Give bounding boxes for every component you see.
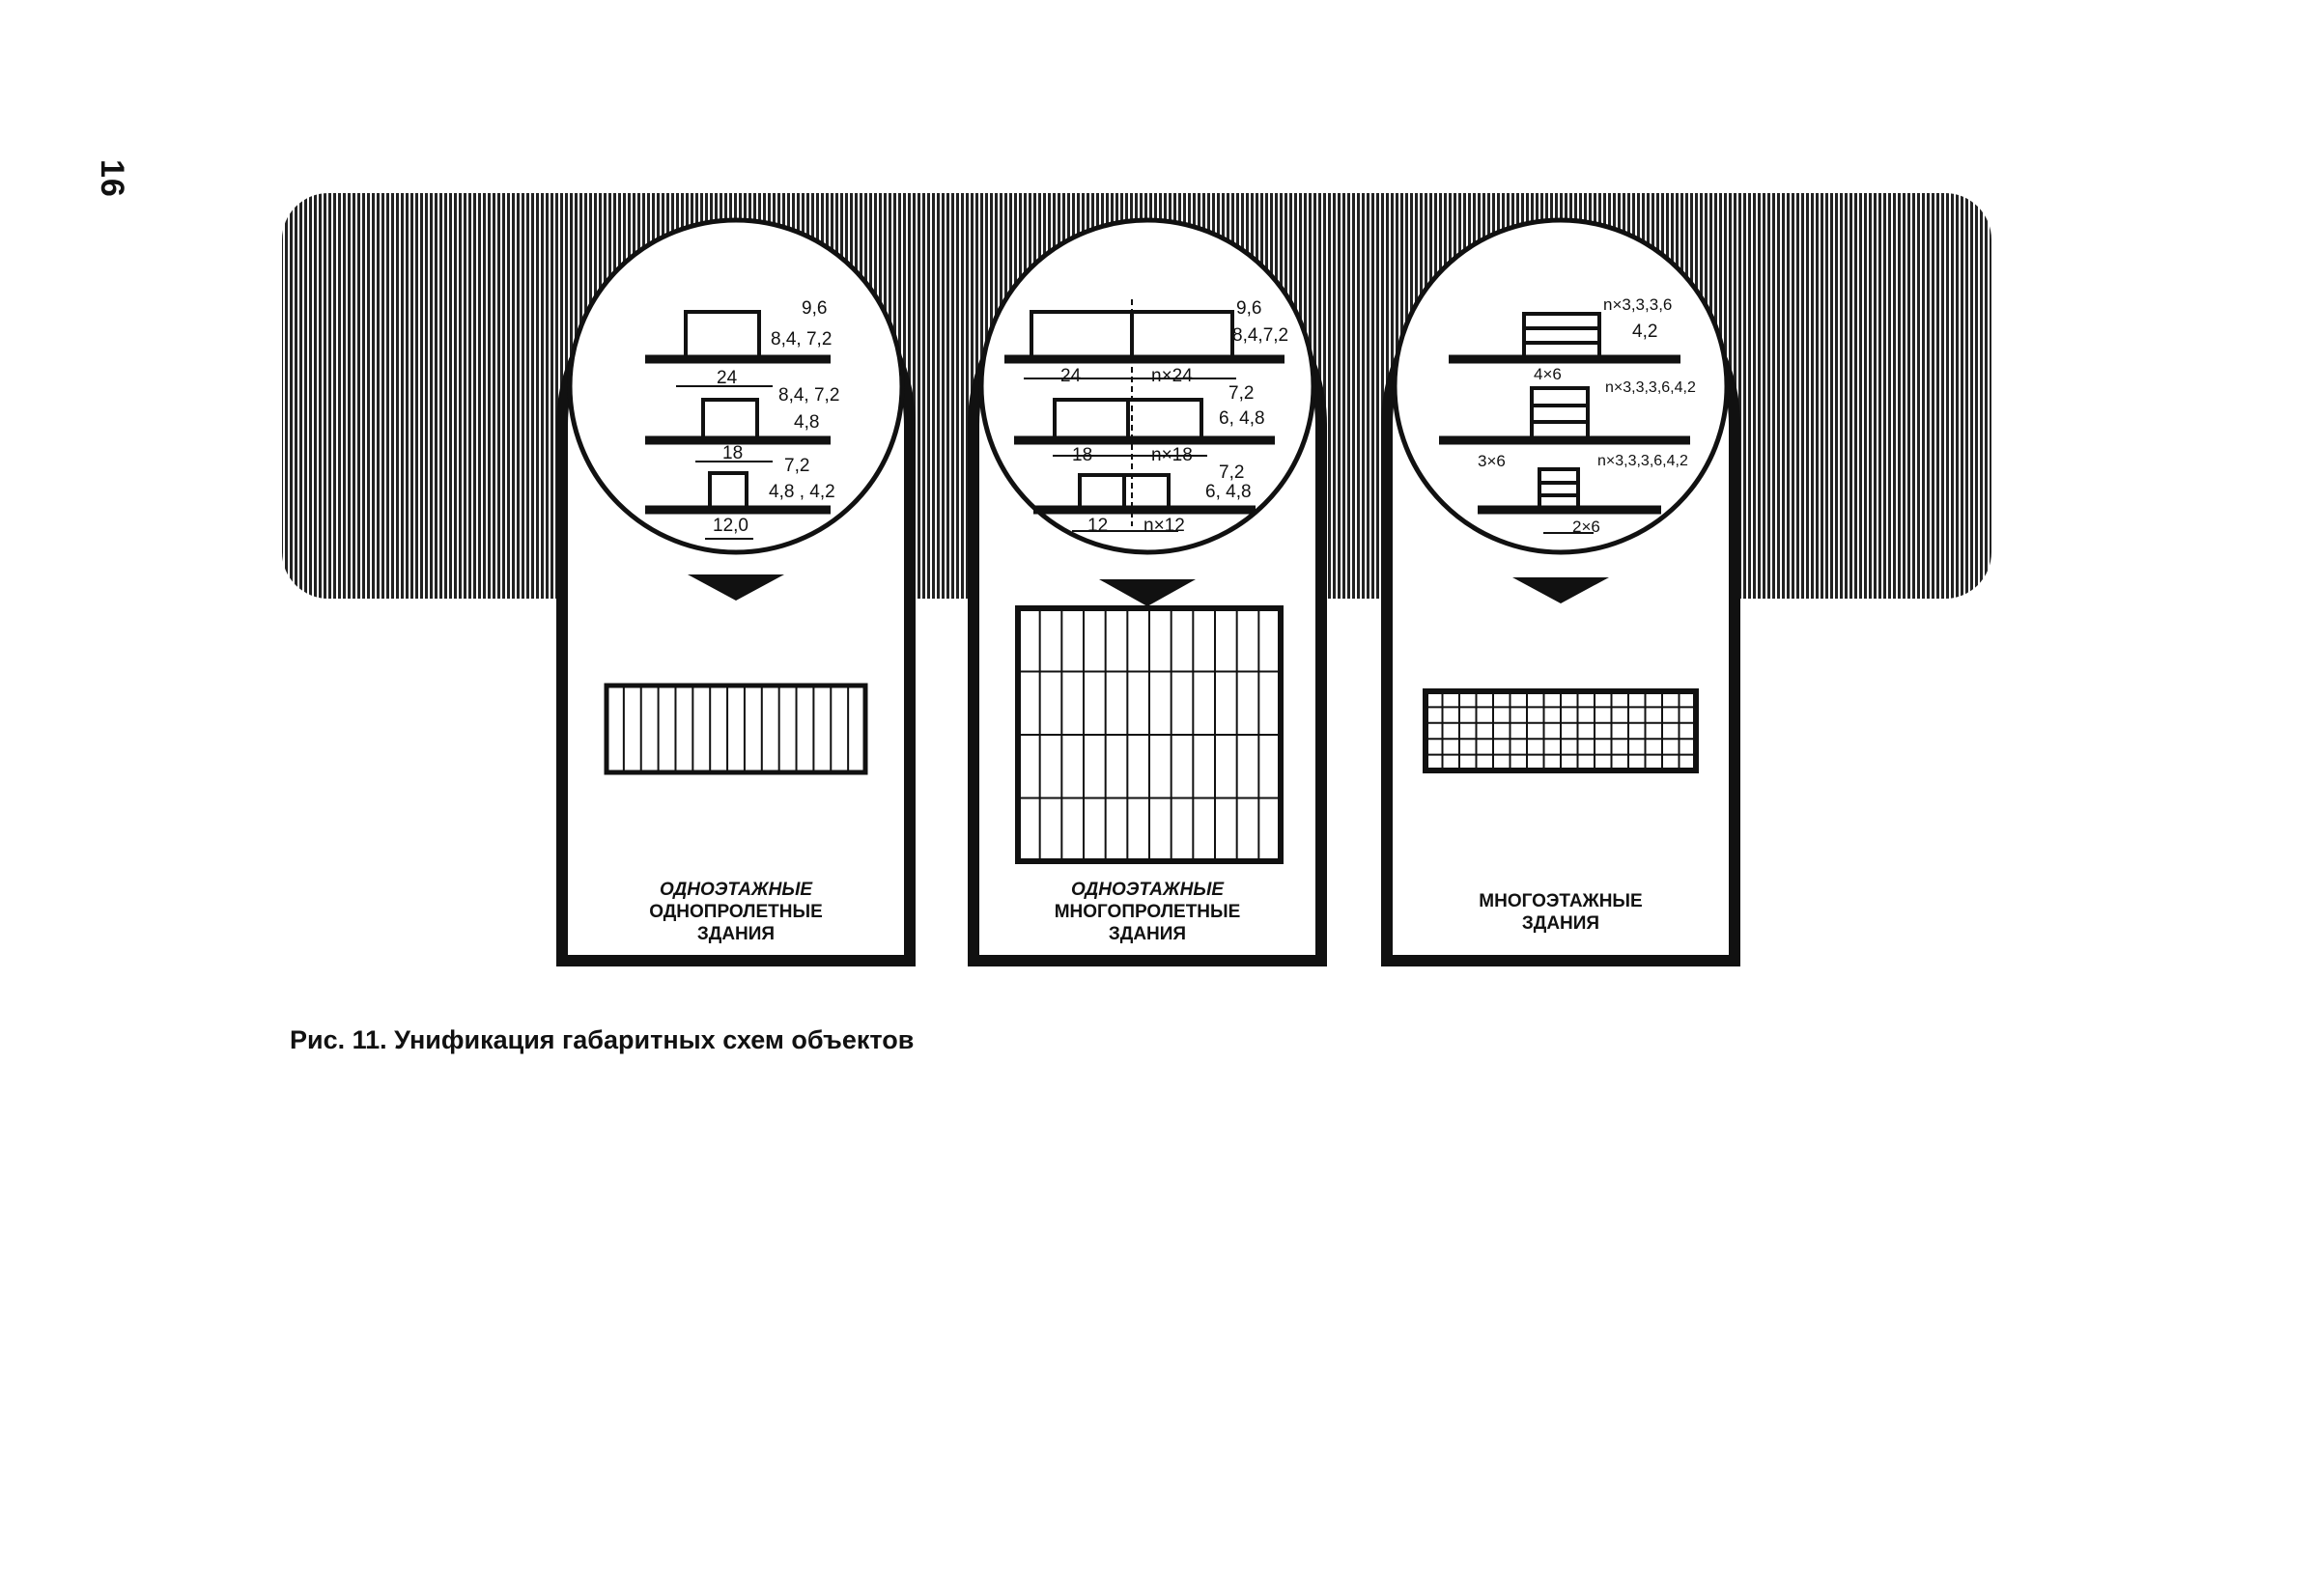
panel-label-multi-storey <box>1416 890 1706 935</box>
label-line: ЗДАНИЯ <box>1108 924 1187 944</box>
dim-label: 9,6 <box>1236 298 1262 319</box>
dim-label: n×24 <box>1151 366 1193 386</box>
label-line: МНОГОЭТАЖНЫЕ <box>1479 891 1643 911</box>
dim-label: 18 <box>1072 445 1093 465</box>
dim-label: 7,2 <box>784 456 810 476</box>
dim-label: n×3,3,3,6,4,2 <box>1597 453 1688 469</box>
panel-single-span <box>562 220 910 961</box>
panel-multi-storey <box>1387 220 1735 961</box>
dim-label: 6, 4,8 <box>1219 408 1265 429</box>
dim-label: 6, 4,8 <box>1205 482 1252 502</box>
label-line: МНОГОПРОЛЕТНЫЕ <box>1054 902 1241 922</box>
dim-label: 4,8 , 4,2 <box>769 482 835 502</box>
dim-label: 18 <box>722 443 744 463</box>
label-line: ОДНОПРОЛЕТНЫЕ <box>649 902 823 922</box>
panel-label-single-span <box>591 879 881 945</box>
dim-label: n×3,3,3,6 <box>1603 295 1673 314</box>
dim-label: 4,8 <box>794 412 820 433</box>
label-line: ЗДАНИЯ <box>1521 913 1600 934</box>
page-number: 16 <box>94 159 130 198</box>
dim-label: 12,0 <box>713 516 748 536</box>
figure-caption: Рис. 11. Унификация габаритных схем объектов <box>290 1025 915 1054</box>
label-line: ОДНОЭТАЖНЫЕ <box>659 880 813 900</box>
dim-label: n×12 <box>1143 516 1185 536</box>
dim-label: 24 <box>717 368 738 388</box>
dim-label: 2×6 <box>1572 518 1600 536</box>
dim-label: 8,4, 7,2 <box>778 385 840 406</box>
dim-label: 8,4,7,2 <box>1232 325 1289 346</box>
dim-label: 3×6 <box>1478 452 1506 470</box>
dim-label: n×18 <box>1151 445 1193 465</box>
dim-label: n×3,3,3,6,4,2 <box>1605 379 1696 396</box>
dim-label: 4×6 <box>1534 365 1562 383</box>
dim-label: 7,2 <box>1219 462 1245 483</box>
dim-label: 9,6 <box>802 298 828 319</box>
panel-label-multi-span <box>1002 879 1292 945</box>
dim-label: 24 <box>1060 366 1082 386</box>
label-line: ЗДАНИЯ <box>696 924 776 944</box>
dim-label: 12 <box>1087 516 1109 536</box>
label-line: ОДНОЭТАЖНЫЕ <box>1070 880 1225 900</box>
dim-label: 4,2 <box>1632 322 1658 342</box>
dim-label: 8,4, 7,2 <box>771 329 833 350</box>
dim-label: 7,2 <box>1228 383 1255 404</box>
